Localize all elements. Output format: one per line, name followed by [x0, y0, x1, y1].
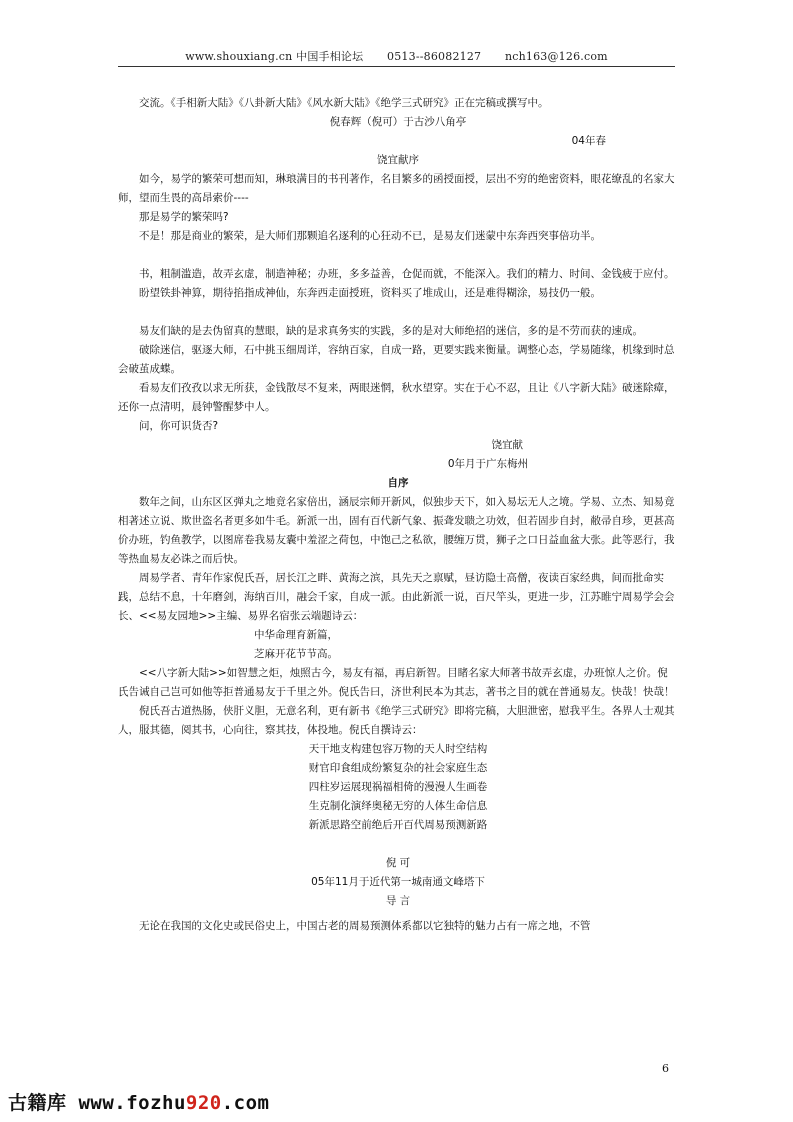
date-line: 04年春	[571, 135, 606, 147]
paragraph: 看易友们孜孜以求无所获，金钱散尽不复来，两眼迷惘，秋水望穿。实在于心不忍，且让《八字新大陆》破迷除瘴，还你一点清明，晨钟警醒梦中人。	[118, 382, 675, 413]
header-email: nch163@126.com	[504, 50, 608, 63]
poem-line: 生克制化演绎奥秘无穷的人体生命信息	[308, 800, 488, 812]
paragraph: 那是易学的繁荣吗?	[139, 211, 229, 223]
paragraph: 交流。《手相新大陆》《八卦新大陆》《风水新大陆》《绝学三式研究》正在完稿或撰写中。	[139, 97, 549, 109]
document-body	[118, 94, 678, 936]
watermark-number: 920	[185, 1092, 222, 1114]
paragraph: 书，粗制滥造，故弄玄虚，制造神秘；办班，多多益善，仓促而就，不能深入。我们的精力、时间、金钱疲于应付。	[139, 268, 675, 280]
signature-date: 05年11月于近代第一城南通文峰塔下	[311, 876, 485, 888]
page-header	[118, 48, 675, 64]
header-phone: 0513--86082127	[387, 50, 482, 63]
paragraph: 数年之间，山东区区弹丸之地竟名家倍出，涵辰宗师开新风，似独步天下，如入易坛无人之境。学易、立杰、知易竟相著述立说、欺世盗名者更多如牛毛。新派一出，固有百代新气象、振聋发聩之功效，但若固步自封，敝帚自珍，更甚高价办班，钓鱼教学，以图席卷我易友囊中羞涩之荷包，中饱己之私欲，腰缠万贯，狮子之口日益血盆大张。此等恶行，我等热血易友必诛之而后快。	[118, 496, 675, 565]
section-title: 自序	[387, 477, 409, 489]
signature-date: 0年月于广东梅州	[447, 458, 528, 470]
poem-line: 四柱岁运展现祸福相倚的漫漫人生画卷	[308, 781, 488, 793]
poem-line: 新派思路空前绝后开百代周易预测新路	[308, 819, 488, 831]
paragraph: 倪氏吾古道热肠，侠肝义胆，无意名利，更有新书《绝学三式研究》即将完稿，大胆泄密，慰我平生。各界人士观其人，服其德，阅其书，心向往，察其技，体投地。倪氏自撰诗云：	[118, 705, 675, 736]
paragraph: 不是！那是商业的繁荣，是大师们那颗追名逐利的心狂动不已，是易友们迷蒙中东奔西突事倍功半。	[139, 230, 601, 242]
poem-line: 天干地支构建包容万物的天人时空结构	[308, 743, 488, 755]
header-divider	[118, 66, 675, 67]
paragraph: 破除迷信，驱逐大师，石中挑玉细周详，容纳百家，自成一路，更要实践来衡量。调整心态，学易随缘，机缘到时总会破茧成蝶。	[118, 344, 675, 375]
paragraph: 无论在我国的文化史或民俗史上，中国古老的周易预测体系都以它独特的魅力占有一席之地，不管	[139, 920, 591, 932]
paragraph: 问，你可识货否?	[139, 420, 219, 432]
poem-line: 中华命理育新篇，	[254, 629, 338, 641]
signature: 倪 可	[385, 857, 411, 869]
page-number: 6	[662, 1062, 669, 1075]
watermark-logo	[8, 1088, 269, 1115]
signature: 饶宜献	[491, 439, 523, 451]
poem-line: 财官印食组成纷繁复杂的社会家庭生态	[308, 762, 488, 774]
paragraph: 周易学者、青年作家倪氏吾，居长江之畔、黄海之滨，具先天之禀赋，昼访隐士高僧，夜读百家经典，间而批命实践，总结不息，十年磨剑，海纳百川，融会千家，自成一派。由此新派一说，百尺竿头，更进一步，江苏睢宁周易学会会长、<<易友园地>>主编、易界名宿张云端题诗云：	[118, 572, 675, 622]
watermark-domain: .com	[221, 1092, 270, 1114]
section-title: 饶宜献序	[377, 154, 419, 166]
poem-line: 芝麻开花节节高。	[254, 648, 338, 660]
paragraph: 盼望铁卦神算，期待掐指成神仙，东奔西走面授班，资料买了堆成山，还是难得糊涂，易技仍一般。	[139, 287, 601, 299]
author-line: 倪春辉（倪可）于古沙八角亭	[329, 116, 467, 128]
watermark-text: 古籍库 www.fozhu	[8, 1092, 186, 1114]
paragraph: 易友们缺的是去伪留真的慧眼，缺的是求真务实的实践，多的是对大师绝招的迷信，多的是不劳而获的速成。	[139, 325, 643, 337]
paragraph: <<八字新大陆>>如智慧之炬，烛照古今，易友有福，再启新智。目睹名家大师著书故弄玄虚，办班惊人之价。倪氏告诫自己岂可如他等拒普通易友于千里之外。倪氏告曰，济世利民本为其志，著书之目的就在普通易友。快哉！快哉！	[118, 667, 675, 698]
section-title: 导 言	[385, 895, 411, 907]
paragraph: 如今，易学的繁荣可想而知，琳琅满目的书刊著作，名目繁多的函授面授，层出不穷的绝密资料，眼花缭乱的名家大师，望而生畏的高昂索价----	[118, 173, 675, 204]
header-site: www.shouxiang.cn 中国手相论坛	[185, 50, 364, 63]
